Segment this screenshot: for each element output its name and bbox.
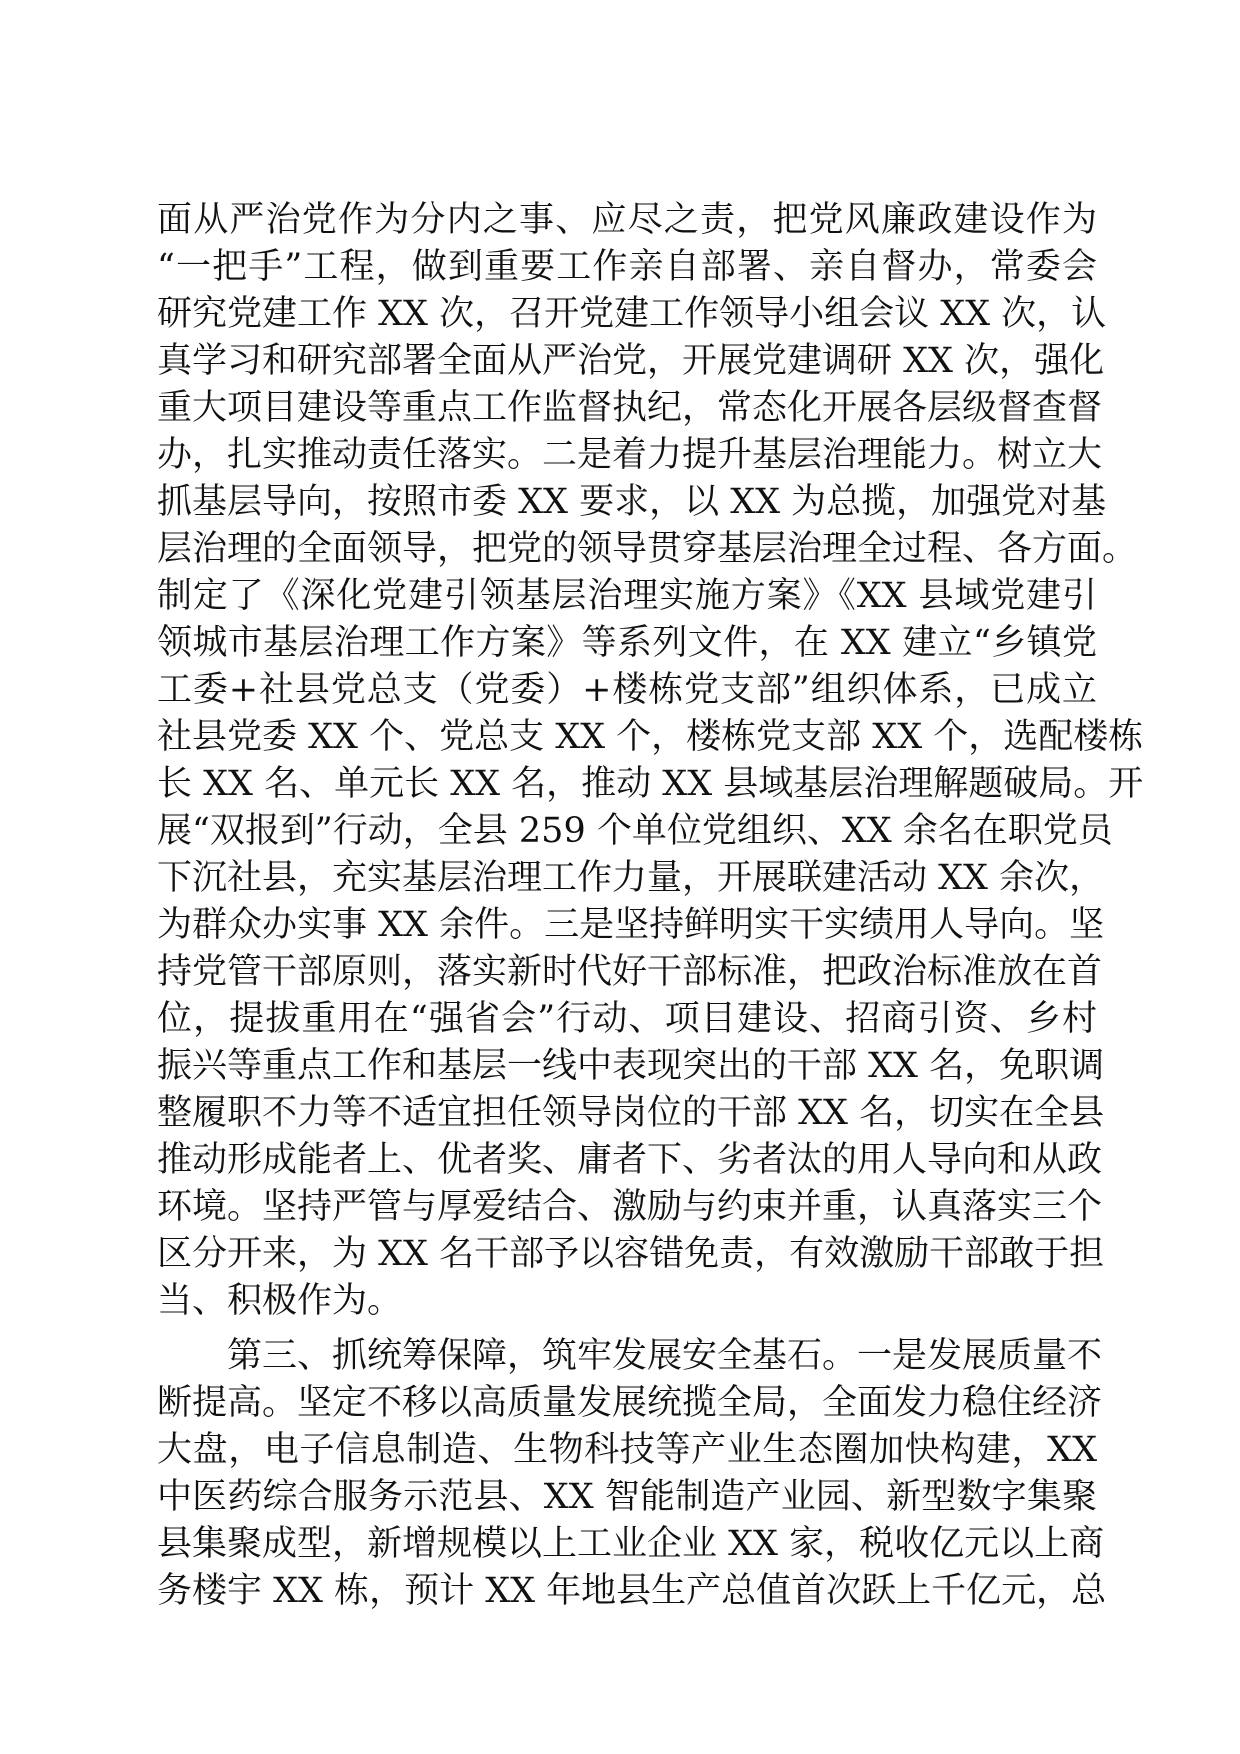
text-line: 县集聚成型，新增规模以上工业企业 XX 家，税收亿元以上商	[157, 1524, 1105, 1564]
text-line: 制定了《深化党建引领基层治理实施方案》《XX 县域党建引	[157, 576, 1097, 616]
paragraph-spacer	[157, 1325, 1097, 1333]
text-line: 真学习和研究部署全面从严治党，开展党建调研 XX 次，强化	[157, 341, 1105, 381]
text-line: 研究党建工作 XX 次，召开党建工作领导小组会议 XX 次，认	[157, 294, 1107, 334]
text-line: 领城市基层治理工作方案》等系列文件，在 XX 建立“乡镇党	[157, 623, 1097, 663]
text-line: 第三、抓统筹保障，筑牢发展安全基石。一是发展质量不	[227, 1336, 1103, 1376]
text-line: 社县党委 XX 个、党总支 XX 个，楼栋党支部 XX 个，选配楼栋	[157, 717, 1144, 757]
text-line: 区分开来，为 XX 名干部予以容错免责，有效激励干部敢于担	[157, 1234, 1105, 1274]
paragraph-party-building	[157, 197, 1144, 1325]
text-line: 整履职不力等不适宜担任领导岗位的干部 XX 名，切实在全县	[157, 1093, 1105, 1133]
text-line: 办，扎实推动责任落实。二是着力提升基层治理能力。树立大	[157, 435, 1103, 475]
text-line: 当、积极作为。	[157, 1281, 403, 1321]
text-line: 中医药综合服务示范县、XX 智能制造产业园、新型数字集聚	[157, 1477, 1097, 1517]
document-body	[157, 197, 1144, 1615]
text-line: 推动形成能者上、优者奖、庸者下、劣者汰的用人导向和从政	[157, 1140, 1103, 1180]
text-line: 长 XX 名、单元长 XX 名，推动 XX 县域基层治理解题破局。开	[157, 764, 1144, 804]
text-line: 大盘，电子信息制造、生物科技等产业生态圈加快构建，XX	[157, 1430, 1097, 1470]
text-line: 展“双报到”行动，全县 259 个单位党组织、XX 余名在职党员	[157, 811, 1113, 851]
text-line: 振兴等重点工作和基层一线中表现突出的干部 XX 名，免职调	[157, 1046, 1105, 1086]
text-line: 面从严治党作为分内之事、应尽之责，把党风廉政建设作为	[157, 200, 1097, 240]
text-line: 抓基层导向，按照市委 XX 要求，以 XX 为总揽，加强党对基	[157, 482, 1107, 522]
text-line: 下沉社县，充实基层治理工作力量，开展联建活动 XX 余次，	[157, 858, 1105, 898]
text-line: 环境。坚持严管与厚爱结合、激励与约束并重，认真落实三个	[157, 1187, 1103, 1227]
text-line: 持党管干部原则，落实新时代好干部标准，把政治标准放在首	[157, 952, 1103, 992]
text-line: 层治理的全面领导，把党的领导贯穿基层治理全过程、各方面。	[157, 529, 1138, 569]
text-line: 断提高。坚定不移以高质量发展统揽全局，全面发力稳住经济	[157, 1383, 1103, 1423]
text-line: 务楼宇 XX 栋，预计 XX 年地县生产总值首次跃上千亿元，总	[157, 1571, 1107, 1611]
text-line: 重大项目建设等重点工作监督执纪，常态化开展各层级督查督	[157, 388, 1103, 428]
text-line: 为群众办实事 XX 余件。三是坚持鲜明实干实绩用人导向。坚	[157, 905, 1105, 945]
text-line: 工委+社县党总支（党委）+楼栋党支部”组织体系，已成立	[157, 670, 1097, 710]
text-line: “一把手”工程，做到重要工作亲自部署、亲自督办，常委会	[157, 247, 1097, 287]
text-line: 位，提拔重用在“强省会”行动、项目建设、招商引资、乡村	[157, 999, 1097, 1039]
paragraph-development	[157, 1333, 1107, 1615]
